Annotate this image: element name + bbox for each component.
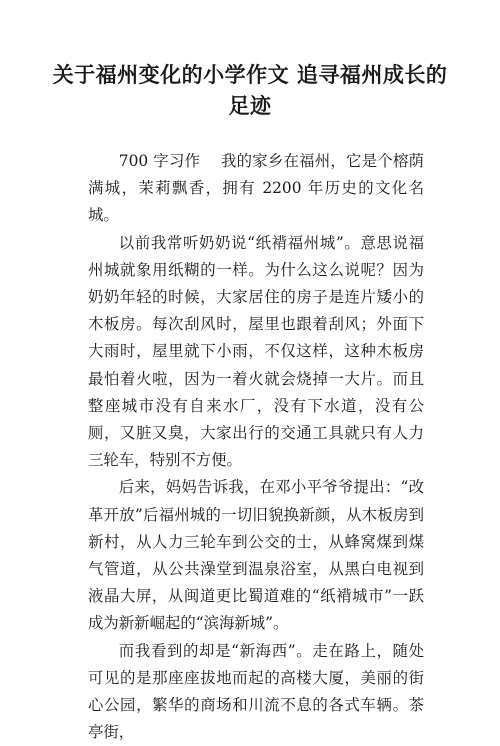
paragraph-3: 后来，妈妈告诉我，在邓小平爷爷提出：“改革开放”后福州城的一切旧貌换新颜，从木板房到新村，从人力三轮车到公交的士，从蜂窝煤到煤气管道，从公共澡堂到温泉浴室，从黑白电视到液晶大屏，从闽道更比蜀道难的“纸褙城市”一跃成为新新崛起的“滨海新城”。 <box>88 478 424 633</box>
article-title: 关于福州变化的小学作文 追寻福州成长的足迹 <box>52 63 448 118</box>
article-body <box>88 148 424 746</box>
paragraph-2: 以前我常听奶奶说“纸褙福州城”。意思说福州城就象用纸糊的一样。为什么这么说呢？因为奶奶年轻的时候，大家居住的房子是连片矮小的木板房。每次刮风时，屋里也跟着刮风；外面下大雨时，屋里就下小雨，不仅这样，这种木板房最怕着火啦，因为一着火就会烧掉一大片。而且整座城市没有自来水厂，没有下水道，没有公厕，又脏又臭，大家出行的交通工具就只有人力三轮车，特别不方便。 <box>88 233 424 470</box>
paragraph-4: 而我看到的却是“新海西”。走在路上，随处可见的是那座座拔地而起的高楼大厦，美丽的街心公园，繁华的商场和川流不息的各式车辆。茶亭街， <box>88 641 424 742</box>
paragraph-1: 700 字习作 我的家乡在福州，它是个榕荫满城，茉莉飘香，拥有 2200 年历史的文化名城。 <box>88 152 424 225</box>
